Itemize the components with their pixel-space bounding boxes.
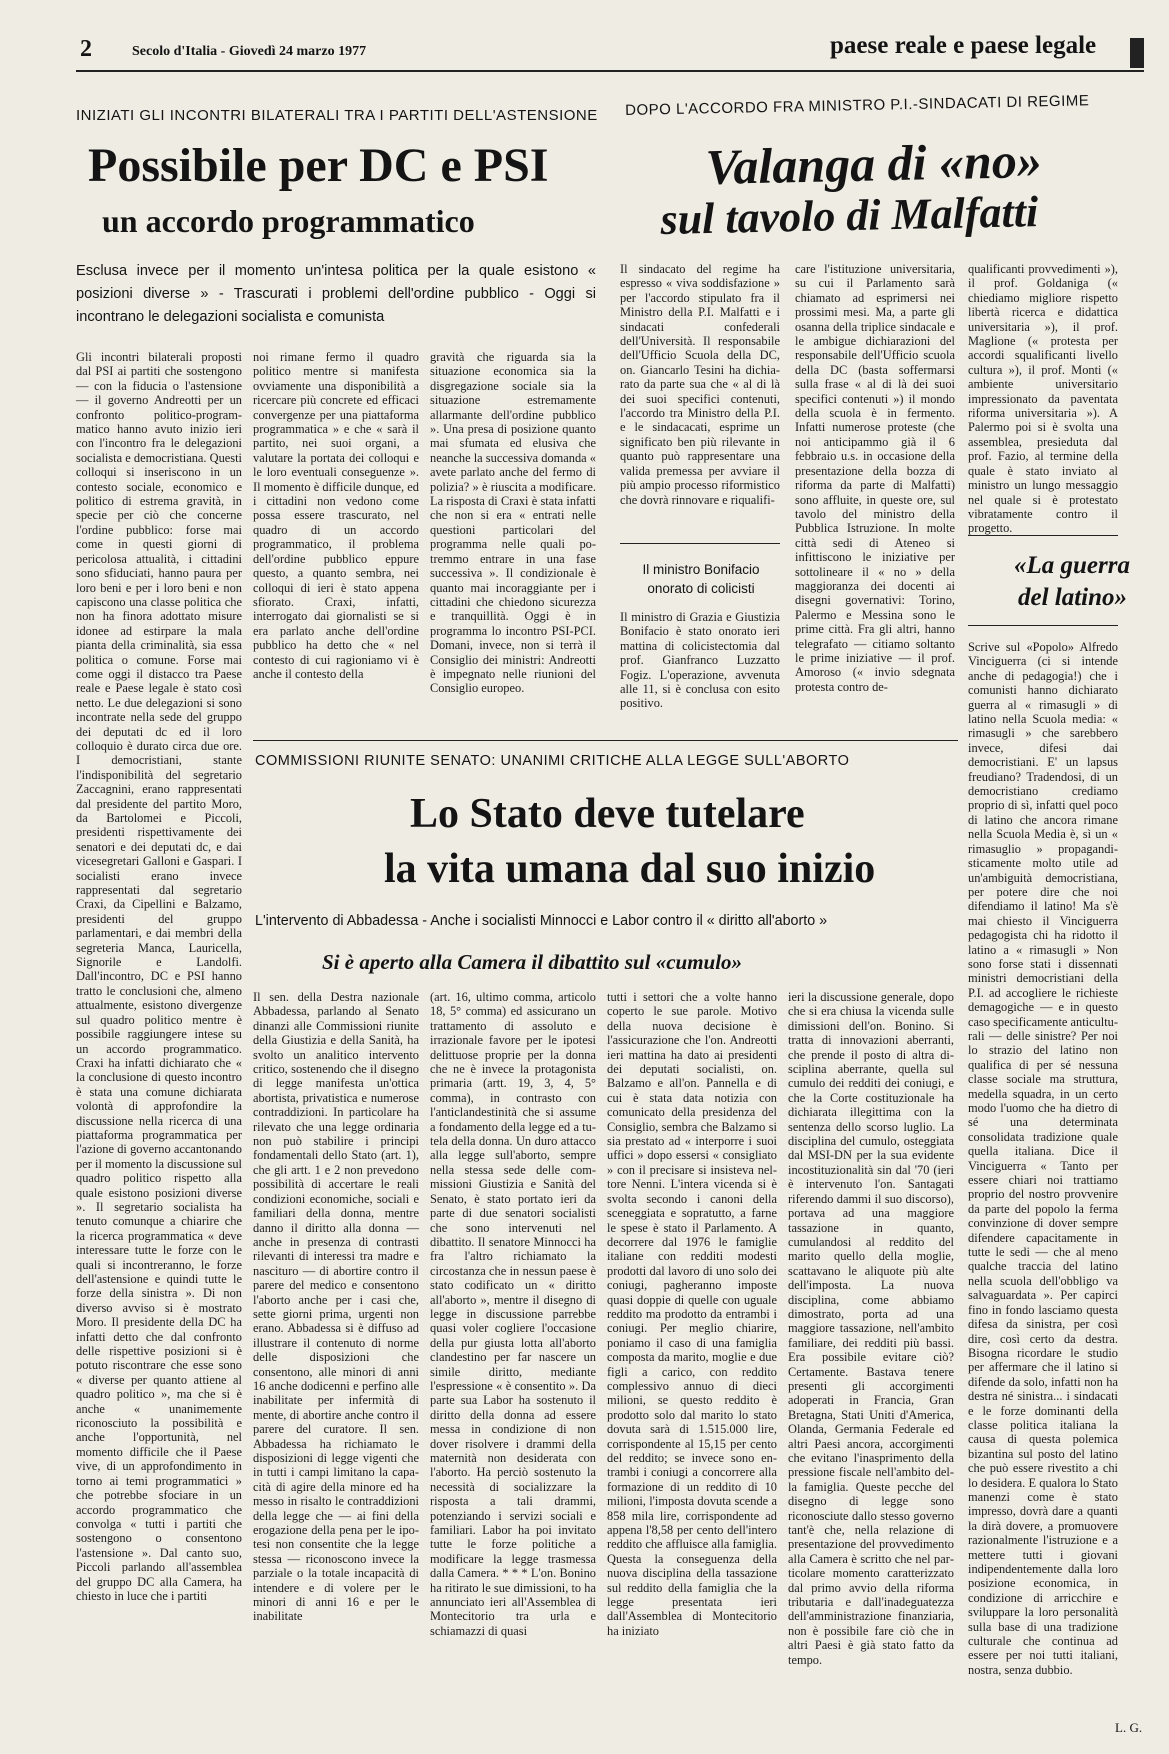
- latino-text: Scrive sul «Popolo» Alfredo Vinciguerra (ci si intende anche di pedagogia!) che i comunisti hanno dichiarato guerra al « rimasugli » di latino nella Scuola media: « rimasugli » che sarebbero invece, difesi dai democristiani. E' un lapsus freudiano? Tradendosi, di un democristiano crediamo proprio di sì, infatti quel poco di latino che ancora rimane nella Scuola Media è, sì un « rimasuglio » propagandisticamente molto utile ad un'ambiguità democristiana, per potere dire che noi difendiamo il latino! Ma s'è mai chiesto il Vinciguerra pedagogista chi ha ridotto il latino a « rimasugli » Non sono forse stati i dissennati ministri democristiani della P.I. ad accogliere le richieste demagogiche — e in questo caso specificamente anticulturali — delle sinistre? Per noi lo strazio del latino non qualifica di per sé nessuna classe sociale ma struttura, medella squadra, in un certo modo l'uomo che ha dietro di sé una determinata consolidata tradizione quale quella italiana. Dice il Vinciguerra « Tanto per essere chiari noi trattiamo proprio del nostro provvenire da parte del popolo la ferma convinzione di dover sempre difendere capacitamente in tutte le sedi — che al meno qualche traccia del latino nella scuola dell'obbligo va salvaguardata ». Per capirci fino in fondo lasciamo questa difesa da sinistra, per così dire, così certo da destra. Bisogna ricordare le studio per affermare che il latino si difende da solo, infatti non ha destra né sinistra... i sindacati e le forze dominanti della classe politica italiana la causa di questa polemica bizantina sul posto del latino che può essere rivestito a chi lo desidera. E qualora lo Stato manenzi come è stato impresso, dovrà dare a quanti la dirà dovere, a promuovere razionalmente l'istruzione e a mettere tutti i giovani indipendentemente dalla loro posizione economica, in condizione di arricchire e sviluppare la loro personalità sulla base di una tradizione culturale che continua ad essere per noi tutti italiani, nostra, senza dubbio.: [968, 640, 1119, 1677]
- article3-column-3: tutti i settori che a volte hanno coperto le sue parole. Motivo della nuova decisione è l'assicurazione che l'on. Andreotti ieri mattina ha dato ai presidenti dei deputati socialisti, on. Balzamo e all'on. Pannella e di cui è stata data notizia con comunicato della presidenza del Consiglio, sembra che Balzamo si sia prestato ad « interporre i suoi uffici » dopo essersi « consigliato » con il precisare si insisteva neltore Nenni. L'intera vicenda si è svolta secondo i canoni della sceneggiata e sopratutto, a farne le spese è stato il Parlamento. A decorrere dal 1976 le famiglie italiane con redditi modesti prodotti dal lavoro di uno solo dei coniugi, pagheranno imposte quasi doppie di quelle con uguale reddito ma prodotto da entrambi i coniugi. Per meglio chiarire, poniamo il caso di una famiglia composta da marito, moglie e due figli a carico, con reddito complessivo annuo di dieci milioni, se questo reddito è prodotto solo dal marito lo stato dovuta sarà di 1.515.000 lire, corrispondente al 15,15 per cento del reddito; se invece sono entrambi i coniugi a concorrere alla formazione di un reddito di 10 milioni, l'imposta dovuta scende a 858 mila lire, corrispondente ad appena l'8,58 per cento dell'intero reddito che affluisce alla famiglia. Questa la conseguenza della nuova disciplina della tassazione sul reddito della famiglia che la legge presentata ieri dall'Assemblea di Montecitorio ha iniziato: [607, 990, 777, 1638]
- article1-subtitle: un accordo programmatico: [102, 203, 475, 239]
- article1-title: Possibile per DC e PSI: [88, 139, 549, 192]
- latino-rule-top: [968, 535, 1118, 536]
- article3-rule: [253, 740, 958, 741]
- article2-column-2: care l'istituzione universitaria, su cui il Parlamento sarà chiamato ad esprimersi nei prossimi mesi. Ma, a parte gli osanna della triplice sindacale e le ambigue dichiarazioni del responsabile dell'Ufficio scuola della DC (basta soffermarsi sulla frase « al di là dei suoi specifici contenuti ») il mondo della scuola è in fermento. Infatti numerose proteste (che noi anticipammo già il 6 febbraio u.s. in occasione della presentazione della bozza di riforma da parte di Malfatti) sono affluite, in queste ore, sul tavolo del ministro della Pubblica Istruzione. In molte città sedi di Ateneo si infittiscono le iniziative per sottolineare il « no » della maggioranza dei docenti ai disegni governativi: Torino, Palermo e Messina sono le prime città. Fra gli altri, hanno telegrafato — citiamo soltanto le prime iniziative — il prof. Amoroso (« invio sdegnata protesta contro de-: [795, 262, 955, 694]
- article2-column-1: Il sindacato del regime ha espresso « viva soddisfazione » per l'accordo stipulato fra il Ministro della P.I. Malfatti e i sindacati confederali dell'Università. Il responsabile dell'Ufficio Scuola della DC, on. Giancarlo Tesini ha dichiarato da parte sua che « al di là dei suoi specifici contenuti, l'accordo tra Ministro della P.I. e le sindacacati, esprime un significato ben più rilevante in quanto può rappresentare una valida premessa per avviare il più ampio processo riformistico che dovrà rinnovare e riqualifi-: [620, 262, 780, 507]
- section-title: paese reale e paese legale: [830, 32, 1097, 59]
- latino-rule-bottom: [968, 625, 1118, 626]
- article3-title-line2: la vita umana dal suo inizio: [384, 846, 876, 892]
- latino-signature: L. G.: [1115, 1720, 1143, 1735]
- article2-title-line2: sul tavolo di Malfatti: [660, 187, 1039, 244]
- latino-title-line2: del latino»: [1018, 584, 1128, 611]
- sidebar-text: Il ministro di Grazia e Giustizia Bonifacio è stato onorato ieri mattina di colicistectomia dal prof. Gianfranco Luzzatto Fogiz. L'operazione, avvenuta alle 11, si è conclusa con esito positivo.: [620, 610, 780, 711]
- sidebar-rule: [620, 543, 780, 544]
- article3-kicker: COMMISSIONI RIUNITE SENATO: UNANIMI CRITICHE ALLA LEGGE SULL'ABORTO: [255, 753, 850, 769]
- article1-column-3: gravità che riguarda sia la situazione economica sia la disgregazione sociale sia la situazione estremamente allarmante dell'ordine pubblico ». Una presa di posizione quanto mai sfumata ed elusiva che neanche la successiva domanda « avete parlato anche del fermo di polizia? » è riuscita a modificare. La risposta di Craxi è stata infatti che non si era « entrati nelle questioni particolari del programma nelle quali potremmo entrare in una fase successiva ». Il condizionale è quanto mai incoraggiante per i cittadini che chiedono sicurezza e tranquillità. Oggi è in programma lo incontro PSI-PCI. Domani, invece, non si terrà il Consiglio dei ministri: Andreotti è impegnato nelle riunioni del Consiglio europeo.: [430, 350, 596, 696]
- paper-dateline: Secolo d'Italia - Giovedì 24 marzo 1977: [132, 44, 367, 59]
- article3-summary: L'intervento di Abbadessa - Anche i socialisti Minnocci e Labor contro il « diritto all'aborto »: [255, 913, 828, 929]
- masthead-rule: [76, 70, 1144, 72]
- section-tab: [1130, 38, 1144, 68]
- article3-column-1: Il sen. della Destra nazionale Abbadessa, parlando al Senato dinanzi alle Commissioni riunite della Giustizia e della Sanità, ha svolto un analitico intervento critico, sostenendo che il disegno di legge manifesta un'ottica abortista, privatistica e numerose contraddizioni. In particolare ha rilevato che una legge ordinaria non può stabilire i principi fondamentali dello Stato (art. 1), che gli artt. 1 e 2 non prevedono possibilità di accertare le reali condizioni economiche, sociali e familiari della donna, mentre danno il diritto alla donna — anche in presenza di contrasti rilevanti di interessi tra madre e nascituro — di abortire contro il parere del medico e consentono l'aborto anche per i casi che, sette giorni prima, urgenti non erano. Abbadessa si è diffuso ad illustrare il contenuto di norme delle disposizioni che consentono, alle minori di anni 16 anche dodicenni e perfino alle inabilitate per infermità di mente, di abortire anche contro il parere del curatore. Il sen. Abbadessa ha richiamato le disposizioni di legge vigenti che in tutti i campi limitano la capacità di agire della minore ed ha messo in risalto le contraddizioni della legge che — ai fini della erogazione della pena per le ipotesi non consentite che la legge stessa — riconoscono invece la parziale o la totale incapacità di intendere e di volere per le minori di anni 16 e per le inabilitate: [253, 990, 419, 1624]
- article3-title-line1: Lo Stato deve tutelare: [410, 791, 805, 837]
- article2-column-3: qualificanti provvedimenti »), il prof. Goldaniga (« chiediamo migliore rispetto libertà ricerca e didattica universitaria »), il prof. Maglione (« protesta per accordi squalificanti livello cultura »), il prof. Monti (« ambiente universitario impressionato da paventata riforma universitaria »). A Palermo poi si è svolta una assemblea, presieduta dal prof. Fazio, al termine della quale è stato inviato al ministro un lungo messaggio nel quale si è protestato vibratamente contro il progetto.: [968, 262, 1118, 536]
- page-number: 2: [80, 36, 92, 62]
- article1-column-1: Gli incontri bilaterali proposti dal PSI ai partiti che sostengono — con la fiducia o l'astensione — il governo Andreotti per un confronto politico-programmatico hanno avuto inizio ieri con l'incontro fra le delegazioni socialista e democristiana. Questi colloqui si inseriscono in un contesto sociale, economico e politico di estrema gravità, in specie per ciò che concerne l'ordine pubblico: forse mai come in questi giorni di pericolosa attualità, i cittadini sono sfiduciati, hanno paura per loro beni e per i loro beni e non capiscono una classe politica che non ha finora adottato misure idonee ad estirpare la mala pianta della criminalità, sia essa politica o comune. Forse mai come oggi il distacco tra Paese reale e Paese legale è stato così netto. Le due delegazioni si sono incontrate nella sede del gruppo dei deputati dc ed il loro colloquio è durato circa due ore. I democristiani, stante l'indisponibilità del segretario Zaccagnini, erano rappresentati dal presidente del partito Moro, da Bartolomei e Piccoli, presidenti rispettivamente dei senatori e dei deputati dc, e dai vicesegretari Galloni e Gaspari. I socialisti erano invece rappresentati dal segretario Craxi, da Cipellini e Balzamo, presidenti del gruppo parlamentari, e dai membri della segreteria Manca, Lauricella, Signorile e Landolfi. Dall'incontro, DC e PSI hanno tratto le conclusioni che, almeno attualmente, esistono divergenze sul quadro politico mentre è possibile raggiungere intese su un accordo programmatico. Craxi ha infatti dichiarato che « la conclusione di questo incontro è stata una comune dichiarata volontà di approfondire la discussione nella ricerca di una piattaforma programmatica per l'azione di governo accantonando per il momento la discussione sul quadro politico rispetto alla quale esistono posizioni diverse ». Il segretario socialista ha tenuto comunque a chiarire che la ricerca programmatica « deve interessare tutte le forze con le quali si incontreranno, le forze dell'astensione e quindi tutte le forze della sinistra ». Di non diverso avviso si è mostrato Moro. Il presidente della DC ha infatti detto che dal confronto delle rispettive posizioni si è potuto riscontrare che esse sono « diverse per quanto attiene al quadro politico », ma che si è anche « unanimemente riconosciuto la possibilità e anche l'opportunità, nel momento difficile che il Paese vive, di un approfondimento in torno ai temi programmatici » che potrebbe sfociare in un accordo programmatico che convolga « tutti i partiti che sostengono o consentono l'astensione ». Dal canto suo, Piccoli parlando all'assemblea del gruppo DC alla Camera, ha chiesto in luce che i partiti: [76, 350, 242, 1603]
- latino-title-line1: «La guerra: [1014, 552, 1130, 579]
- article3-column-2: (art. 16, ultimo comma, articolo 18, 5° comma) ed assicurano un trattamento di assoluto e irrazionale favore per le ipotesi delittuose proprie per la donna che ne è invece la protagonista primaria (artt. 19, 3, 4, 5° comma), in contrasto con l'anticlandestinità che si assume a fondamento della legge ed a tutela della donna. Un duro attacco alla legge sull'aborto, sempre nella stessa sede delle commissioni Giustizia e Sanità del Senato, è stato portato ieri da parte di due senatori socialisti che sono intervenuti nel dibattito. Il senatore Minnocci ha fra l'altro richiamato la circostanza che in nessun paese è stato codificato un « diritto all'aborto », mentre il disegno di legge in discussione parrebbe quasi voler cogliere l'occasione della pur giusta lotta all'aborto clandestino per far nascere un simile diritto, mediante l'espressione « è consentito ». Da parte sua Labor ha sostenuto il diritto della donna ad essere messa in condizione di non dover risolvere i drammi della maternità non desiderata con l'aborto. Ha perciò sostenuto la necessità di socializzare la risposta a tali drammi, potenziando i servizi sociali e familiari. Labor ha poi invitato tutte le forze politiche a modificare la legge trasmessa dalla Camera. * * * L'on. Bonino ha ritirato le sue dimissioni, to ha annunciato ieri all'Assemblea di Montecitorio tra urla e schiamazzi di quasi: [430, 990, 596, 1638]
- sidebar-head: Il ministro Bonifacio onorato di colicisti: [642, 562, 760, 596]
- article2-title-line1: Valanga di «no»: [705, 131, 1043, 195]
- article1-column-2: noi rimane fermo il quadro politico mentre si manifesta ovviamente una disponibilità a ricercare più concrete ed efficaci convergenze per una piattaforma programmatica » e che « sarà il partito, nei suoi organi, a valutare la portata dei colloqui e le loro eventuali conseguenze ». Il momento è difficile dunque, ed i cittadini non vedono come possa essere trascurato, nel quadro di un accordo programmatico, il problema dell'ordine pubblico eppure questo, a quanto sembra, nei colloqui di ieri è stato appena sfiorato. Craxi, infatti, interrogato dai giornalisti se si era parlato anche dell'ordine pubblico ha detto che « nel contesto di cui ragioniamo vi è anche il contesto della: [253, 350, 419, 681]
- article3-column-4: ieri la discussione generale, dopo che si era chiusa la vicenda sulle dimissioni dell'on. Bonino. Si tratta di innovazioni aberranti, che prende il posto di altra disciplina aberrante, quella sul cumulo dei redditi dei coniugi, e che la Corte costituzionale ha dichiarata illegittima con la sentenza dello scorso luglio. La disciplina del cumulo, osteggiata dal MSI-DN per la sua evidente incostituzionalità sin dal '70 (ieri è intervenuto l'on. Santagati riferendo dammi il suo discorso), portava ad una maggiore tassazione in quanto, cumulandosi al reddito del marito quello della moglie, scattavano le aliquote più alte dell'imposta. La nuova disciplina, come abbiamo dimostrato, porta ad una maggiore tassazione, nell'ambito familiare, dei redditi più bassi. Era possibile evitare ciò? Certamente. Bastava tenere presenti gli accorgimenti adoperati in Francia, Gran Bretagna, Stati Uniti d'America, Olanda, Germania Federale ed altri Paesi ancora, accorgimenti che evitano l'inasprimento della pressione fiscale nell'ambito della famiglia. Queste pecche del disegno di legge sono riconosciute dallo stesso governo tant'è che, nella relazione di presentazione del provvedimento alla Camera è scritto che nel particolare momento caratterizzato dal primo avvio della riforma tributaria e dall'inadeguatezza dell'amministrazione finanziaria, non è possibile fare ciò che in altri Paesi è già stato fatto da tempo.: [788, 990, 954, 1667]
- article1-summary: Esclusa invece per il momento un'intesa politica per la quale esistono « posizioni diverse » - Trascurati i problemi dell'ordine pubblico - Oggi si incontrano le delegazioni socialista e comunista: [76, 263, 596, 325]
- article2-kicker: DOPO L'ACCORDO FRA MINISTRO P.I.-SINDACATI DI REGIME: [625, 92, 1090, 119]
- article1-kicker: INIZIATI GLI INCONTRI BILATERALI TRA I PARTITI DELL'ASTENSIONE: [76, 107, 598, 124]
- article3-subhead: Si è aperto alla Camera il dibattito sul «cumulo»: [322, 950, 743, 974]
